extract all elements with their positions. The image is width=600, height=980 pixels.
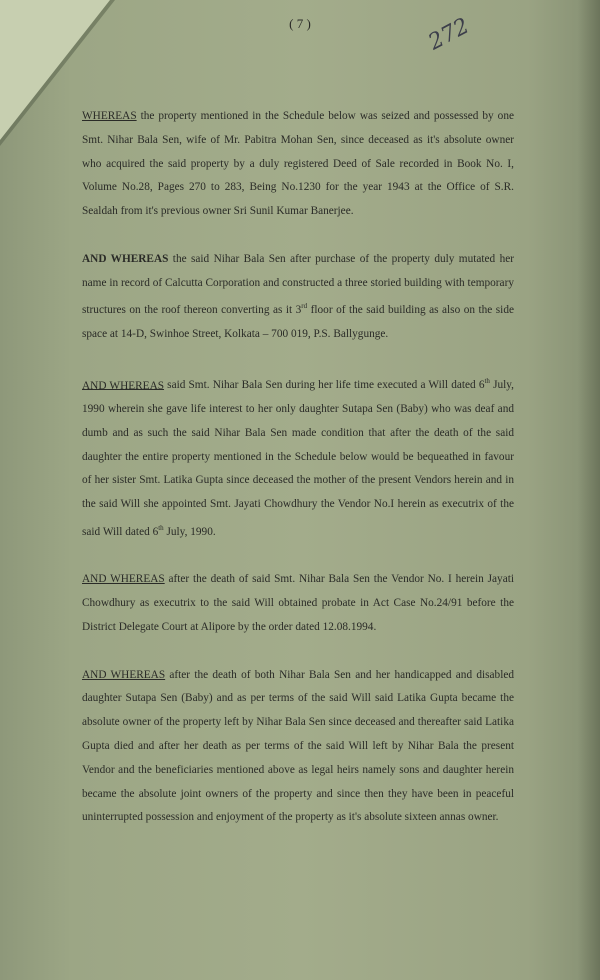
paragraph-5: [82, 664, 514, 831]
page-edge-shadow: [578, 0, 600, 980]
document-body: [82, 105, 514, 854]
paragraph-2: [82, 248, 514, 347]
paragraph-4: [82, 568, 514, 639]
paragraph-text: the said Nihar Bala Sen after purchase of the property duly mutated her name in record of Calcutta Corporation and constructed a three storied building with temporary structures on the roof thereon converting as it 3rd floor of the said building as also on the side space at 14-D, Swinhoe Street, Kolkata – 700 019, P.S. Ballygunge.: [82, 252, 514, 340]
paragraph-keyword: AND WHEREAS: [82, 573, 165, 586]
paragraph-keyword: AND WHEREAS: [82, 668, 166, 681]
paragraph-keyword: AND WHEREAS: [82, 252, 169, 265]
paragraph-text: after the death of said Smt. Nihar Bala Sen the Vendor No. I herein Jayati Chowdhury as executrix to the said Will obtained probate in Act Case No.24/91 before the District Delegate Court at Alipore by the order dated 12.08.1994.: [82, 573, 514, 634]
paragraph-text: the property mentioned in the Schedule below was seized and possessed by one Smt. Nihar Bala Sen, wife of Mr. Pabitra Mohan Sen, since deceased as it's absolute owner who acquired the said property by a duly registered Deed of Sale recorded in Book No. I, Volume No.28, Pages 270 to 283, Being No.1230 for the year 1943 at the Office of S.R. Sealdah from it's previous owner Sri Sunil Kumar Banerjee.: [82, 110, 514, 218]
paragraph-text: said Smt. Nihar Bala Sen during her life time executed a Will dated 6th July, 1990 wherein she gave life interest to her only daughter Sutapa Sen (Baby) who was deaf and dumb and as such the said Nihar Bala Sen made condition that after the death of the said daughter the entire property mentioned in the Schedule below would be bequeathed in favour of her sister Smt. Latika Gupta since deceased the mother of the present Vendors herein and in the said Will she appointed Smt. Jayati Chowdhury the Vendor No.I herein as executrix of the said Will dated 6th July, 1990.: [82, 377, 514, 538]
paragraph-1: [82, 105, 514, 224]
paragraph-text: after the death of both Nihar Bala Sen and her handicapped and disabled daughter Sutapa Sen (Baby) and as per terms of the said Will said Latika Gupta became the absolute owner of the property left by Nihar Bala Sen since deceased and thereafter said Latika Gupta died and after her death as per terms of the said Will left by Nihar Bala the present Vendor and the beneficiaries mentioned above as legal heirs namely sons and daughter herein became the absolute joint owners of the property and since then they have been in peaceful uninterrupted possession and enjoyment of the property as it's absolute sixteen annas owner.: [82, 668, 514, 824]
page-number: ( 7 ): [289, 16, 311, 31]
handwritten-note: 272: [424, 13, 474, 56]
paragraph-3: [82, 371, 514, 545]
paragraph-keyword: AND WHEREAS: [82, 379, 165, 392]
paragraph-keyword: WHEREAS: [82, 110, 137, 122]
